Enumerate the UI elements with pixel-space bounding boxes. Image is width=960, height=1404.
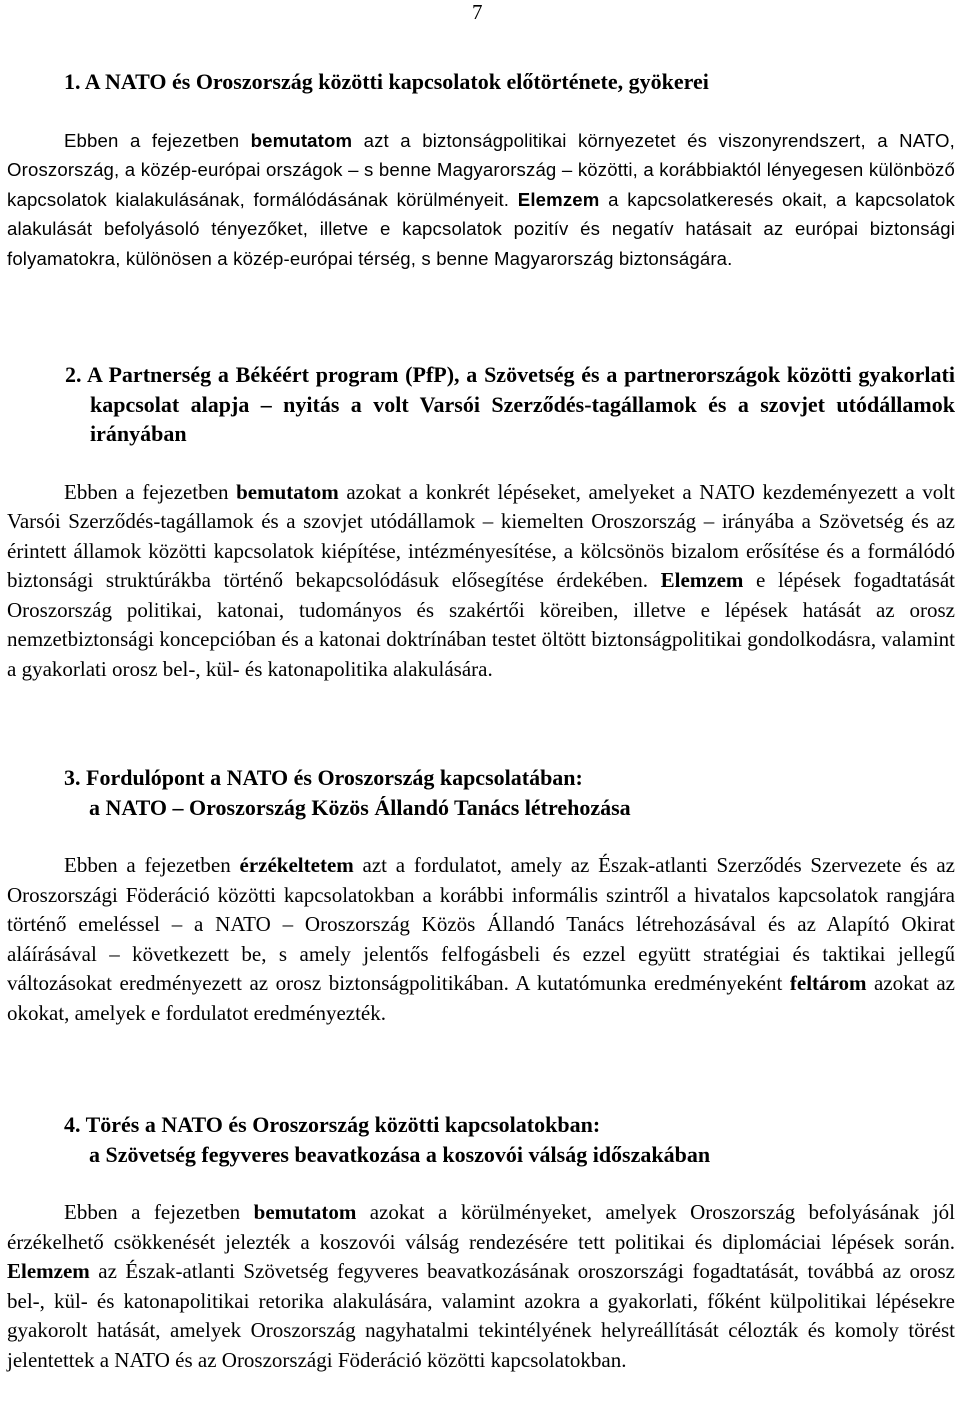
section-2-heading: 2. A Partnerség a Békéért program (PfP), a Szövetség és a partnerországok közötti gyakorlati kapcsolat alapja – nyitás a volt Varsói Szerződés-tagállamok és a szovjet utódállamok irányában xyxy=(65,362,955,446)
text-run: Ebben a fejezetben xyxy=(64,479,237,504)
emphasis-term: érzékeltetem xyxy=(239,853,354,877)
emphasis-term: Elemzem xyxy=(7,1259,90,1283)
section-2 xyxy=(7,360,955,684)
section-2-paragraph xyxy=(7,478,955,685)
text-run: azokat a konkrét lépéseket, amelyeket a NATO kezdeményezett a volt Varsói Szerződés-tagállamok és a szovjet utódállamok – kiemelten Oroszország – irányába a Szövetség és az érintett államok közötti kapcsolatok kiépítése, intézményesítése, a kölcsönös bizalom erősítése és a formálódó biztonsági struktúrákba történő bekapcsolódásuk elősegítése érdekében. xyxy=(7,479,955,592)
page-number: 7 xyxy=(472,0,483,24)
emphasis-term: bemutatom xyxy=(236,479,339,504)
section-1-heading: 1. A NATO és Oroszország közötti kapcsolatok előtörténete, gyökerei xyxy=(64,69,709,94)
section-4-heading xyxy=(7,1110,955,1169)
section-1-paragraph xyxy=(7,126,955,274)
emphasis-term: bemutatom xyxy=(250,129,353,151)
text-run: Ebben a fejezetben xyxy=(64,853,240,877)
section-1 xyxy=(7,67,955,273)
text-run: az Észak-atlanti Szövetség fegyveres beavatkozásának oroszországi fogadtatását, továbbá az orosz bel-, kül- és katonapolitikai retorika alakulására, valamint azokra a gyakorlati, főként külpolitikai lépésekre gyakorolt hatását, amelyek Oroszország nagyhatalmi tekintélyének helyreállítását célozták és komoly törést jelentettek a NATO és az Oroszországi Föderáció közötti kapcsolatokban. xyxy=(7,1259,955,1372)
emphasis-term: bemutatom xyxy=(253,1200,357,1224)
section-4-heading-line-1: 4. Törés a NATO és Oroszország közötti kapcsolatokban: xyxy=(64,1112,601,1137)
emphasis-term: feltárom xyxy=(789,971,867,995)
emphasis-term: Elemzem xyxy=(660,568,744,592)
text-run: a kapcsolatkeresés okait, a kapcsolatok alakulását befolyásoló tényezőket, illetve e kapcsolatok pozitív és negatív hatásait az európai biztonsági folyamatokra, különösen a közép-európai térség, s benne Magyarország biztonságára. xyxy=(7,188,955,269)
section-3-paragraph xyxy=(7,851,955,1028)
section-4-heading-line-2: a Szövetség fegyveres beavatkozása a koszovói válság időszakában xyxy=(89,1141,711,1167)
section-3-heading-line-1: 3. Fordulópont a NATO és Oroszország kapcsolatában: xyxy=(64,765,583,790)
text-run: azt a fordulatot, amely az Észak-atlanti Szerződés Szervezete és az Oroszországi Föderáció közötti kapcsolatokban a korábbi informális szintről a hivatalos kapcsolatok rangjára történő emeléssel – a NATO – Oroszország Közös Állandó Tanács létrehozásával és az Alapító Okirat aláírásával – következett be, s amely jelentős felfogásbeli és ezzel együtt stratégiai és taktikai jellegű változásokat eredményezett az orosz biztonságpolitikában. A kutatómunka eredményeként xyxy=(7,853,955,995)
text-run: azokat az okokat, amelyek e fordulatot eredményezték. xyxy=(7,971,955,1025)
text-run: e lépések fogadtatását Oroszország politikai, katonai, tudományos és szakértői köreiben, illetve e lépések hatását az orosz nemzetbiztonsági koncepcióban és a katonai doktrínában testet öltött biztonságpolitikai gondolkodásra, valamint a gyakorlati orosz bel-, kül- és katonapolitika alakulására. xyxy=(7,568,956,681)
text-run: Ebben a fejezetben xyxy=(64,1200,254,1224)
text-run: azokat a körülményeket, amelyek Oroszország befolyásának jól érzékelhető csökkenését jelezték a koszovói válság rendezésére tett politikai és diplomáciai lépések során. xyxy=(7,1200,955,1254)
text-run: azt a biztonságpolitikai környezetet és viszonyrendszert, a NATO, Oroszország, a közép-európai országok – s benne Magyarország – közötti, a korábbiaktól lényegesen különböző kapcsolatok kialakulásának, formálódásának körülményeit. xyxy=(7,129,955,210)
section-4 xyxy=(7,1110,955,1375)
section-3 xyxy=(7,763,955,1028)
section-4-paragraph xyxy=(7,1198,955,1375)
text-run: Ebben a fejezetben xyxy=(64,129,251,151)
section-3-heading-line-2: a NATO – Oroszország Közös Állandó Tanács létrehozása xyxy=(89,794,631,820)
section-3-heading xyxy=(7,763,955,822)
emphasis-term: Elemzem xyxy=(517,188,600,210)
